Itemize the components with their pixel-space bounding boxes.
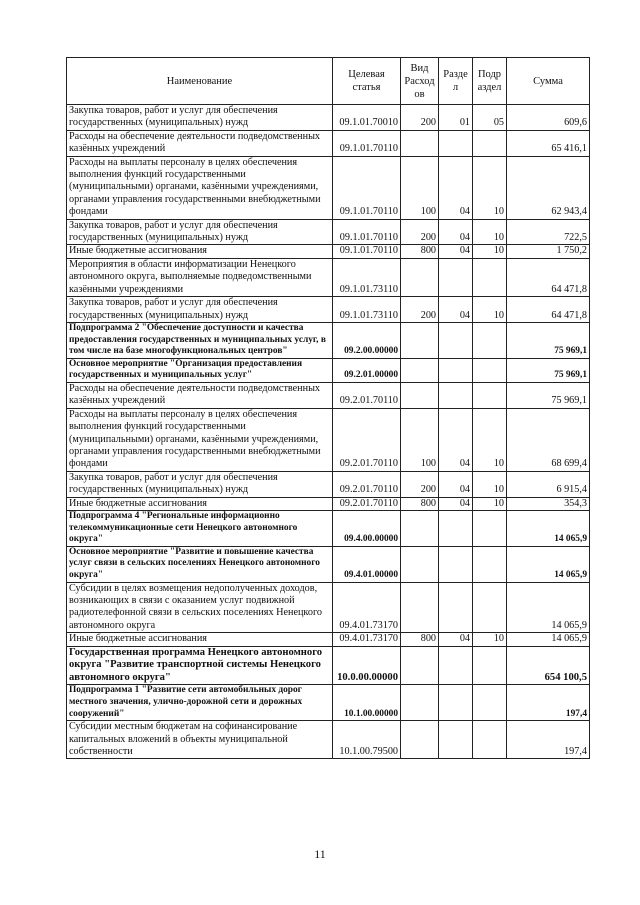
cell-vid: 100 [401, 408, 439, 471]
cell-vid: 800 [401, 245, 439, 258]
table-row [67, 546, 590, 582]
cell-target-code: 09.2.00.00000 [333, 322, 401, 358]
cell-sum: 354,3 [507, 497, 590, 510]
cell-podrazdel [473, 582, 507, 633]
cell-podrazdel [473, 721, 507, 759]
cell-name: Субсидии в целях возмещения недополученных доходов, возникающих в связи с оказанием услуг подвижной радиотелефонной связи в сельских поселениях Ненецкого автономного округа [67, 582, 333, 633]
cell-razdel: 04 [439, 245, 473, 258]
cell-razdel [439, 358, 473, 382]
cell-target-code: 09.1.01.70110 [333, 219, 401, 245]
cell-razdel [439, 646, 473, 685]
cell-razdel: 04 [439, 633, 473, 646]
cell-name: Расходы на обеспечение деятельности подведомственных казённых учреждений [67, 382, 333, 408]
cell-podrazdel [473, 546, 507, 582]
cell-vid [401, 322, 439, 358]
cell-name: Закупка товаров, работ и услуг для обеспечения государственных (муниципальных) нужд [67, 471, 333, 497]
table-row [67, 582, 590, 633]
cell-sum: 14 065,9 [507, 546, 590, 582]
cell-target-code: 09.2.01.70110 [333, 497, 401, 510]
table-row [67, 471, 590, 497]
cell-sum: 14 065,9 [507, 510, 590, 546]
header-target: Целевая статья [333, 58, 401, 105]
cell-sum: 75 969,1 [507, 358, 590, 382]
cell-name: Расходы на выплаты персоналу в целях обеспечения выполнения функций государственными (муниципальными) органами, казёнными учреждениями, органами управления государственными внебюджетными фондами [67, 156, 333, 219]
cell-sum: 722,5 [507, 219, 590, 245]
table-row [67, 258, 590, 296]
cell-podrazdel [473, 130, 507, 156]
cell-razdel: 01 [439, 105, 473, 131]
cell-sum: 6 915,4 [507, 471, 590, 497]
table-row [67, 322, 590, 358]
cell-razdel [439, 130, 473, 156]
cell-podrazdel [473, 646, 507, 685]
table-row [67, 105, 590, 131]
cell-target-code: 09.2.01.00000 [333, 358, 401, 382]
cell-vid [401, 358, 439, 382]
table-row [67, 156, 590, 219]
header-row [67, 58, 590, 105]
table-row [67, 633, 590, 646]
cell-razdel [439, 685, 473, 721]
cell-podrazdel: 10 [473, 408, 507, 471]
cell-target-code: 09.2.01.70110 [333, 408, 401, 471]
cell-sum: 197,4 [507, 685, 590, 721]
cell-sum: 654 100,5 [507, 646, 590, 685]
cell-podrazdel [473, 358, 507, 382]
table-row [67, 408, 590, 471]
cell-name: Подпрограмма 4 "Региональные информационно телекоммуникационные сети Ненецкого автономного округа" [67, 510, 333, 546]
cell-sum: 62 943,4 [507, 156, 590, 219]
cell-razdel: 04 [439, 156, 473, 219]
table-body [67, 105, 590, 759]
cell-sum: 1 750,2 [507, 245, 590, 258]
cell-target-code: 09.2.01.70110 [333, 382, 401, 408]
cell-podrazdel: 05 [473, 105, 507, 131]
cell-razdel [439, 582, 473, 633]
cell-podrazdel [473, 322, 507, 358]
cell-name: Иные бюджетные ассигнования [67, 633, 333, 646]
cell-sum: 68 699,4 [507, 408, 590, 471]
header-vid: Вид Расход ов [401, 58, 439, 105]
header-podrazdel: Подр аздел [473, 58, 507, 105]
cell-vid [401, 510, 439, 546]
cell-name: Расходы на обеспечение деятельности подведомственных казённых учреждений [67, 130, 333, 156]
cell-sum: 197,4 [507, 721, 590, 759]
cell-sum: 64 471,8 [507, 297, 590, 323]
table-row [67, 245, 590, 258]
cell-target-code: 09.1.01.70110 [333, 156, 401, 219]
cell-target-code: 10.1.00.79500 [333, 721, 401, 759]
cell-name: Закупка товаров, работ и услуг для обеспечения государственных (муниципальных) нужд [67, 105, 333, 131]
cell-razdel: 04 [439, 408, 473, 471]
cell-podrazdel [473, 382, 507, 408]
table-row [67, 297, 590, 323]
header-name: Наименование [67, 58, 333, 105]
cell-podrazdel [473, 510, 507, 546]
cell-podrazdel: 10 [473, 633, 507, 646]
cell-target-code: 09.1.01.70110 [333, 245, 401, 258]
cell-vid [401, 582, 439, 633]
cell-target-code: 09.1.01.73110 [333, 258, 401, 296]
cell-vid [401, 646, 439, 685]
cell-target-code: 10.1.00.00000 [333, 685, 401, 721]
table-row [67, 358, 590, 382]
header-summa: Сумма [507, 58, 590, 105]
cell-sum: 14 065,9 [507, 582, 590, 633]
header-razdel: Разде л [439, 58, 473, 105]
table-row [67, 382, 590, 408]
cell-sum: 609,6 [507, 105, 590, 131]
cell-name: Иные бюджетные ассигнования [67, 245, 333, 258]
cell-sum: 65 416,1 [507, 130, 590, 156]
cell-vid [401, 130, 439, 156]
cell-name: Мероприятия в области информатизации Ненецкого автономного округа, выполняемые подведомственными казёнными учреждениями [67, 258, 333, 296]
cell-name: Основное мероприятие "Развитие и повышение качества услуг связи в сельских поселениях Ненецкого автономного округа" [67, 546, 333, 582]
cell-podrazdel: 10 [473, 156, 507, 219]
cell-razdel: 04 [439, 497, 473, 510]
cell-name: Подпрограмма 1 "Развитие сети автомобильных дорог местного значения, улично-дорожной сети и дорожных сооружений" [67, 685, 333, 721]
cell-vid: 800 [401, 497, 439, 510]
cell-target-code: 09.2.01.70110 [333, 471, 401, 497]
cell-razdel [439, 721, 473, 759]
cell-podrazdel: 10 [473, 245, 507, 258]
cell-name: Государственная программа Ненецкого автономного округа "Развитие транспортной системы Ненецкого автономного округа" [67, 646, 333, 685]
cell-target-code: 09.1.01.73110 [333, 297, 401, 323]
cell-podrazdel: 10 [473, 219, 507, 245]
cell-target-code: 09.1.01.70110 [333, 130, 401, 156]
cell-target-code: 09.1.01.70010 [333, 105, 401, 131]
cell-name: Подпрограмма 2 "Обеспечение доступности и качества предоставления государственных и муниципальных услуг, в том числе на базе многофункциональных центров" [67, 322, 333, 358]
cell-vid: 200 [401, 105, 439, 131]
cell-sum: 75 969,1 [507, 382, 590, 408]
cell-vid: 200 [401, 219, 439, 245]
cell-razdel [439, 510, 473, 546]
table-row [67, 721, 590, 759]
cell-razdel [439, 322, 473, 358]
cell-name: Иные бюджетные ассигнования [67, 497, 333, 510]
table-row [67, 646, 590, 685]
cell-target-code: 10.0.00.00000 [333, 646, 401, 685]
table-row [67, 510, 590, 546]
cell-vid [401, 382, 439, 408]
cell-vid [401, 721, 439, 759]
cell-sum: 14 065,9 [507, 633, 590, 646]
cell-vid: 800 [401, 633, 439, 646]
cell-name: Основное мероприятие "Организация предоставления государственных и муниципальных услуг" [67, 358, 333, 382]
cell-target-code: 09.4.00.00000 [333, 510, 401, 546]
table-row [67, 130, 590, 156]
cell-target-code: 09.4.01.73170 [333, 633, 401, 646]
cell-sum: 64 471,8 [507, 258, 590, 296]
cell-vid [401, 258, 439, 296]
cell-razdel: 04 [439, 297, 473, 323]
budget-table [66, 57, 590, 759]
cell-podrazdel [473, 685, 507, 721]
cell-vid: 200 [401, 471, 439, 497]
cell-name: Расходы на выплаты персоналу в целях обеспечения выполнения функций государственными (муниципальными) органами, казёнными учреждениями, органами управления государственными внебюджетными фондами [67, 408, 333, 471]
table-row [67, 219, 590, 245]
cell-name: Закупка товаров, работ и услуг для обеспечения государственных (муниципальных) нужд [67, 297, 333, 323]
page-number: 11 [314, 847, 326, 861]
cell-razdel: 04 [439, 471, 473, 497]
cell-podrazdel: 10 [473, 471, 507, 497]
cell-target-code: 09.4.01.73170 [333, 582, 401, 633]
cell-podrazdel: 10 [473, 297, 507, 323]
cell-razdel [439, 258, 473, 296]
cell-vid: 100 [401, 156, 439, 219]
cell-razdel [439, 546, 473, 582]
cell-razdel [439, 382, 473, 408]
cell-target-code: 09.4.01.00000 [333, 546, 401, 582]
cell-podrazdel [473, 258, 507, 296]
cell-razdel: 04 [439, 219, 473, 245]
table-row [67, 685, 590, 721]
cell-sum: 75 969,1 [507, 322, 590, 358]
cell-vid: 200 [401, 297, 439, 323]
cell-vid [401, 546, 439, 582]
cell-podrazdel: 10 [473, 497, 507, 510]
table-row [67, 497, 590, 510]
cell-name: Закупка товаров, работ и услуг для обеспечения государственных (муниципальных) нужд [67, 219, 333, 245]
cell-name: Субсидии местным бюджетам на софинансирование капитальных вложений в объекты муниципальной собственности [67, 721, 333, 759]
cell-vid [401, 685, 439, 721]
